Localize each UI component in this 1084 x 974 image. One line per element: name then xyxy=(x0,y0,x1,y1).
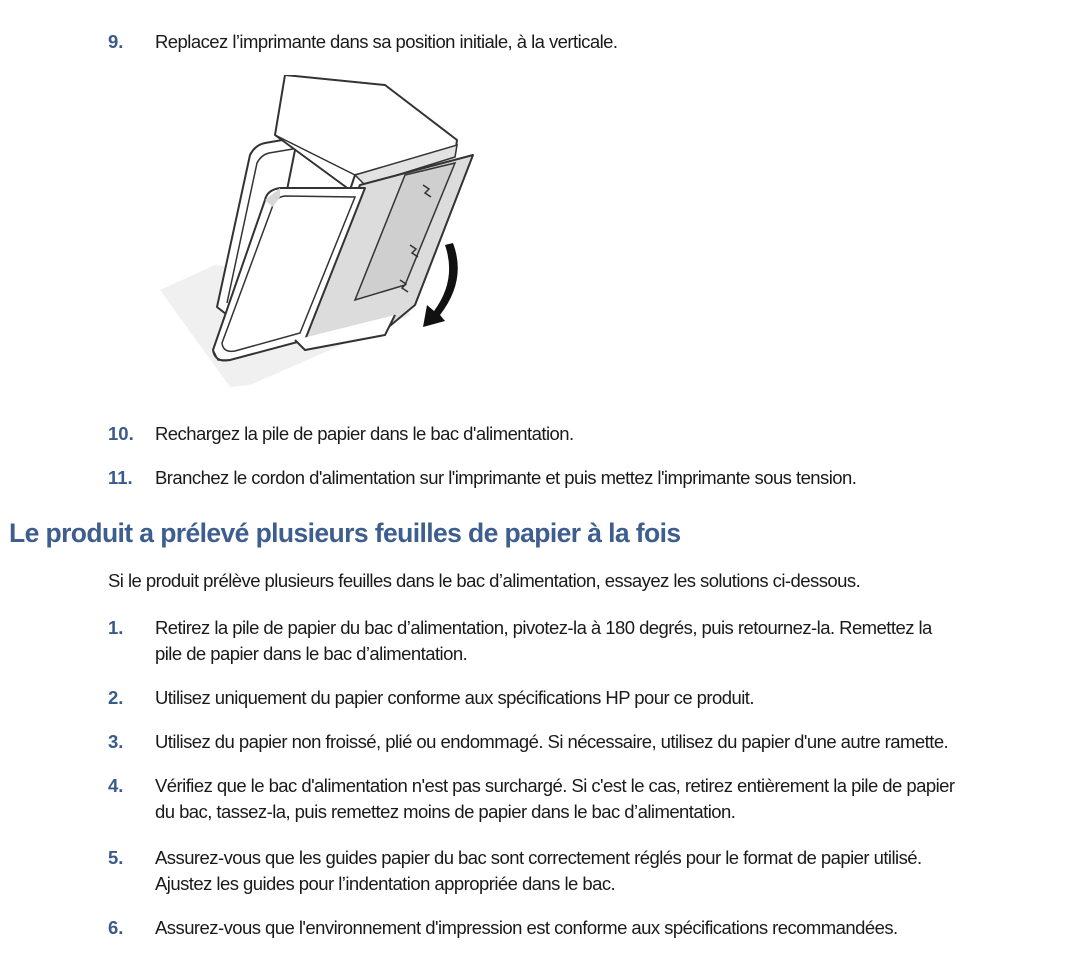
section-heading: Le produit a prélevé plusieurs feuilles de papier à la fois xyxy=(9,518,681,548)
step-text-line2: Ajustez les guides pour l’indentation appropriée dans le bac. xyxy=(155,873,616,894)
step-number: 6. xyxy=(108,917,124,938)
section-intro: Si le produit prélève plusieurs feuilles dans le bac d’alimentation, essayez les solutions ci-dessous. xyxy=(108,570,861,591)
step-text-line1: Assurez-vous que les guides papier du bac sont correctement réglés pour le format de papier utilisé. xyxy=(155,847,922,868)
step-text-line1: Vérifiez que le bac d'alimentation n'est pas surchargé. Si c'est le cas, retirez entièrement la pile de papier xyxy=(155,775,955,796)
step-number: 5. xyxy=(108,847,124,868)
step-text: Branchez le cordon d'alimentation sur l'imprimante et puis mettez l'imprimante sous tension. xyxy=(155,467,857,488)
step-text-line1: Retirez la pile de papier du bac d’alimentation, pivotez-la à 180 degrés, puis retournez-la. Remettez la xyxy=(155,617,932,638)
step-number: 11. xyxy=(108,467,133,488)
step-text-line1: Assurez-vous que l'environnement d'impression est conforme aux spécifications recommandées. xyxy=(155,917,898,938)
step-number: 1. xyxy=(108,617,124,638)
printer-tilt-illustration xyxy=(155,75,485,395)
step-number: 10. xyxy=(108,423,134,444)
step-number: 4. xyxy=(108,775,124,796)
step-text-line1: Utilisez uniquement du papier conforme aux spécifications HP pour ce produit. xyxy=(155,687,754,708)
step-number: 9. xyxy=(108,31,124,52)
step-text: Replacez l’imprimante dans sa position initiale, à la verticale. xyxy=(155,31,618,52)
step-text: Rechargez la pile de papier dans le bac d'alimentation. xyxy=(155,423,574,444)
step-text-line2: pile de papier dans le bac d’alimentation. xyxy=(155,643,468,664)
step-text-line2: du bac, tassez-la, puis remettez moins de papier dans le bac d’alimentation. xyxy=(155,801,736,822)
step-number: 2. xyxy=(108,687,124,708)
step-text-line1: Utilisez du papier non froissé, plié ou endommagé. Si nécessaire, utilisez du papier d'une autre ramette. xyxy=(155,731,949,752)
step-number: 3. xyxy=(108,731,124,752)
